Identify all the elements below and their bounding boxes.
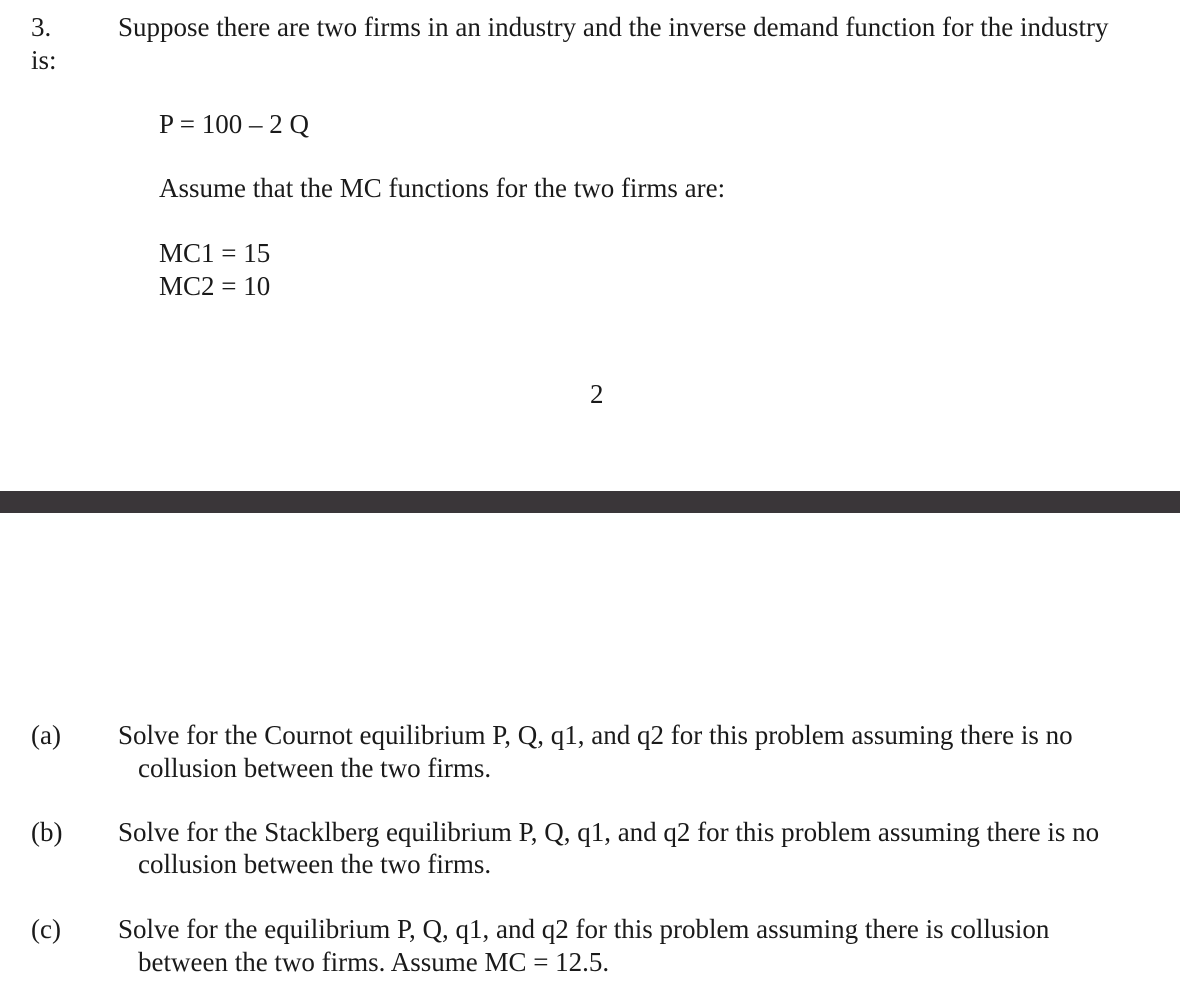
part-text-line1: Solve for the equilibrium P, Q, q1, and q2 for this problem assuming there is collusion bbox=[118, 914, 1050, 944]
part-text-line1: Solve for the Stacklberg equilibrium P, Q, q1, and q2 for this problem assuming there is no bbox=[118, 817, 1100, 847]
mc-intro: Assume that the MC functions for the two firms are: bbox=[159, 173, 726, 203]
part-text-line2: collusion between the two firms. bbox=[138, 849, 492, 879]
part-text-line1: Solve for the Cournot equilibrium P, Q, q1, and q2 for this problem assuming there is no bbox=[118, 720, 1073, 750]
mc1-equation: MC1 = 15 bbox=[159, 238, 271, 268]
question-number: 3. bbox=[31, 12, 52, 42]
page-number: 2 bbox=[590, 379, 604, 409]
part-text-line2: between the two firms. Assume MC = 12.5. bbox=[138, 947, 610, 977]
page-divider bbox=[0, 491, 1180, 513]
mc2-equation: MC2 = 10 bbox=[159, 271, 271, 301]
part-text-line2: collusion between the two firms. bbox=[138, 753, 492, 783]
demand-equation: P = 100 – 2 Q bbox=[159, 109, 309, 139]
part-label: (b) bbox=[31, 817, 63, 847]
question-intro-continuation: is: bbox=[31, 45, 57, 75]
part-label: (c) bbox=[31, 914, 61, 944]
part-label: (a) bbox=[31, 720, 61, 750]
question-intro-line: Suppose there are two firms in an industry and the inverse demand function for the industry bbox=[118, 12, 1109, 42]
